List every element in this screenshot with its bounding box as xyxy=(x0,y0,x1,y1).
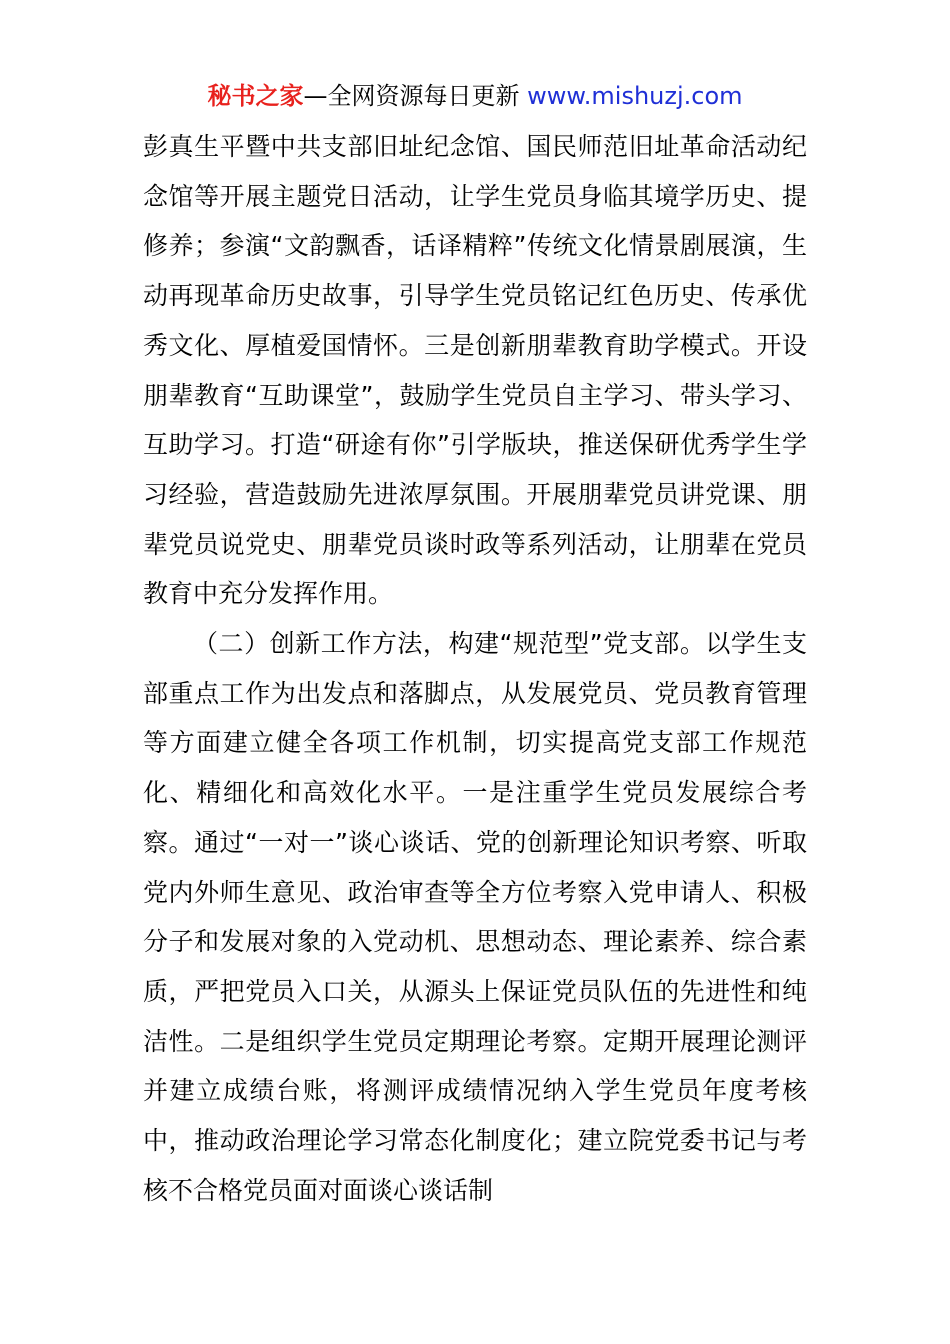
document-body xyxy=(143,122,807,1215)
header-tagline: —全网资源每日更新 xyxy=(303,82,528,110)
paragraph-continued: 彭真生平暨中共支部旧址纪念馆、国民师范旧址革命活动纪念馆等开展主题党日活动，让学生党员身临其境学历史、提修养；参演“文韵飘香，话译精粹”传统文化情景剧展演，生动再现革命历史故事，引导学生党员铭记红色历史、传承优秀文化、厚植爱国情怀。三是创新朋辈教育助学模式。开设朋辈教育“互助课堂”，鼓励学生党员自主学习、带头学习、互助学习。打造“研途有你”引学版块，推送保研优秀学生学习经验，营造鼓励先进浓厚氛围。开展朋辈党员讲党课、朋辈党员说党史、朋辈党员谈时政等系列活动，让朋辈在党员教育中充分发挥作用。 xyxy=(143,132,807,609)
brand-name: 秘书之家 xyxy=(207,82,304,110)
paragraph-section-two: （二）创新工作方法，构建“规范型”党支部。以学生支部重点工作为出发点和落脚点，从发展党员、党员教育管理等方面建立健全各项工作机制，切实提高党支部工作规范化、精细化和高效化水平。一是注重学生党员发展综合考察。通过“一对一”谈心谈话、党的创新理论知识考察、听取党内外师生意见、政治审查等全方位考察入党申请人、积极分子和发展对象的入党动机、思想动态、理论素养、综合素质，严把党员入口关，从源头上保证党员队伍的先进性和纯洁性。二是组织学生党员定期理论考察。定期开展理论测评并建立成绩台账，将测评成绩情况纳入学生党员年度考核中，推动政治理论学习常态化制度化；建立院党委书记与考核不合格党员面对面谈心谈话制 xyxy=(143,629,807,1205)
site-url-link[interactable]: www.mishuzj.com xyxy=(527,82,743,110)
page-header xyxy=(0,78,950,114)
